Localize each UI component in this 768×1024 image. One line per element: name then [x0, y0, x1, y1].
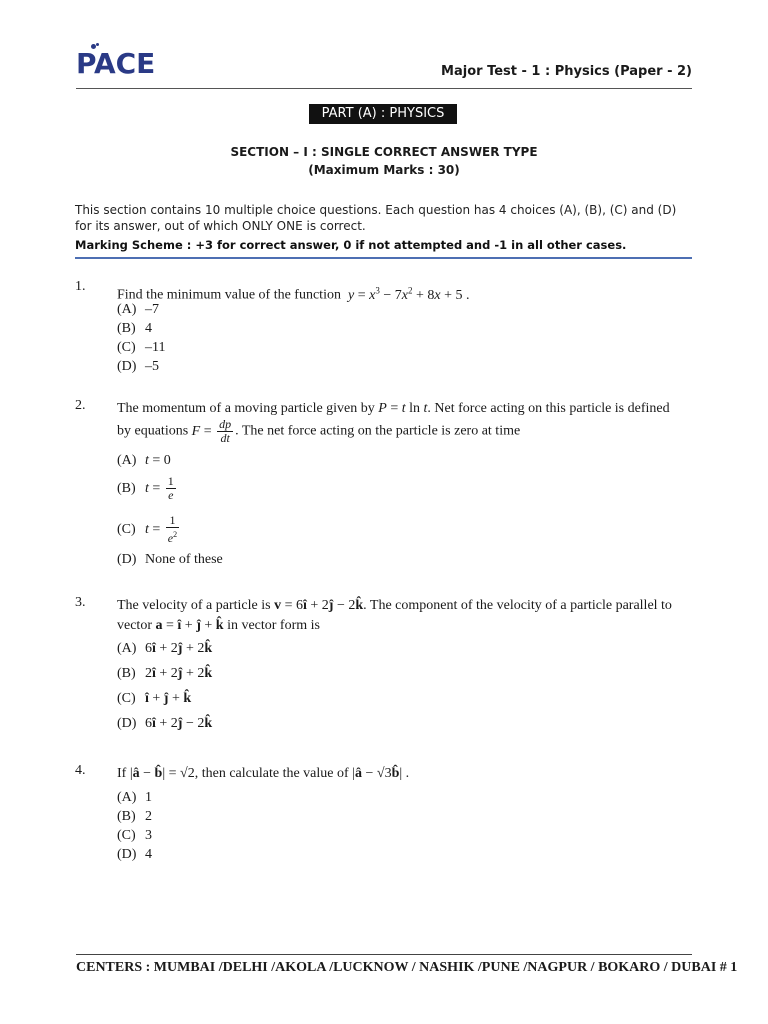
option-value: t = $\frac{1}{e^2}$	[145, 513, 178, 545]
equation: P = t ln t	[378, 401, 428, 416]
pace-logo	[76, 44, 156, 80]
equation: v = 6î + 2ĵ − 2k̂	[274, 598, 364, 613]
option-c[interactable]: (C) î + ĵ + k̂	[117, 691, 192, 706]
question-number: 3.	[75, 595, 86, 610]
question-number: 4.	[75, 763, 86, 778]
option-d[interactable]: (D) –5	[117, 359, 159, 374]
equation: |â − b̂| = √2	[129, 766, 195, 781]
header-divider	[76, 88, 692, 89]
option-value: 2î + 2ĵ + 2k̂	[145, 666, 213, 681]
option-a[interactable]: (A) –7	[117, 302, 159, 317]
option-a[interactable]: (A) 1	[117, 790, 152, 805]
question-1	[75, 279, 695, 379]
section-instructions: This section contains 10 multiple choice questions. Each question has 4 choices (A), (B), (C) and (D) for its answer, out of which ONLY ONE is correct.	[75, 203, 677, 233]
option-b[interactable]: (B) 2	[117, 809, 152, 824]
option-value: t = $\frac{1}{e}$	[145, 474, 174, 502]
option-c[interactable]: (C) –11	[117, 340, 166, 355]
question-3	[75, 595, 695, 735]
option-d[interactable]: (D) None of these	[117, 552, 223, 567]
equation: $y = x^3 - 7x^2 + 8x + 5$ .	[347, 285, 470, 303]
question-number: 2.	[75, 398, 86, 413]
option-b[interactable]: (B) t = $\frac{1}{e}$	[117, 475, 178, 502]
equation: F = $\frac{dp}{dt}$	[191, 417, 232, 445]
equation: a = î + ĵ + k̂	[155, 618, 224, 633]
option-value: î + ĵ + k̂	[145, 691, 192, 706]
section-title: SECTION – I : SINGLE CORRECT ANSWER TYPE	[230, 145, 538, 159]
option-c[interactable]: (C) 3	[117, 828, 152, 843]
question-4	[75, 763, 695, 863]
option-b[interactable]: (B) 4	[117, 321, 152, 336]
question-number: 1.	[75, 279, 86, 294]
equation: |â − √3b̂| .	[352, 766, 410, 781]
footer-centers: CENTERS : MUMBAI /DELHI /AKOLA /LUCKNOW / NASHIK /PUNE /NAGPUR / BOKARO / DUBAI # 1	[76, 960, 738, 975]
footer-divider	[76, 954, 692, 955]
option-value: 6î + 2ĵ − 2k̂	[145, 716, 213, 731]
option-d[interactable]: (D) 6î + 2ĵ − 2k̂	[117, 716, 213, 731]
question-text-line-2: by equations F = $\frac{dp}{dt}$ . The net force acting on the particle is zero at time	[117, 417, 521, 445]
question-text-line-2: vector a = î + ĵ + k̂ in vector form is	[117, 618, 320, 633]
marking-scheme: Marking Scheme : +3 for correct answer, 0 if not attempted and -1 in all other cases.	[75, 238, 627, 252]
logo-text: PACE	[76, 47, 156, 80]
question-text: If |â − b̂| = √2, then calculate the value of |â − √3b̂| .	[117, 766, 410, 781]
question-text: Find the minimum value of the function $y = x^3 - 7x^2 + 8x + 5$ .	[117, 285, 470, 303]
option-a[interactable]: (A) 6î + 2ĵ + 2k̂	[117, 641, 213, 656]
question-text: The momentum of a moving particle given by P = t ln t. Net force acting on this particle is defined	[117, 401, 670, 416]
option-c[interactable]: (C) t = $\frac{1}{e^2}$	[117, 514, 181, 545]
option-value: 6î + 2ĵ + 2k̂	[145, 641, 213, 656]
test-title: Major Test - 1 : Physics (Paper - 2)	[441, 64, 692, 79]
section-divider	[75, 257, 692, 259]
option-b[interactable]: (B) 2î + 2ĵ + 2k̂	[117, 666, 213, 681]
max-marks: (Maximum Marks : 30)	[308, 163, 460, 177]
logo-dot-icon	[96, 43, 99, 46]
question-text: The velocity of a particle is v = 6î + 2ĵ − 2k̂. The component of the velocity of a particle parallel to	[117, 598, 672, 613]
option-value: t = 0	[145, 453, 171, 468]
option-d[interactable]: (D) 4	[117, 847, 152, 862]
question-2	[75, 398, 695, 573]
part-heading: PART (A) : PHYSICS	[309, 104, 457, 124]
option-a[interactable]: (A) t = 0	[117, 453, 171, 468]
